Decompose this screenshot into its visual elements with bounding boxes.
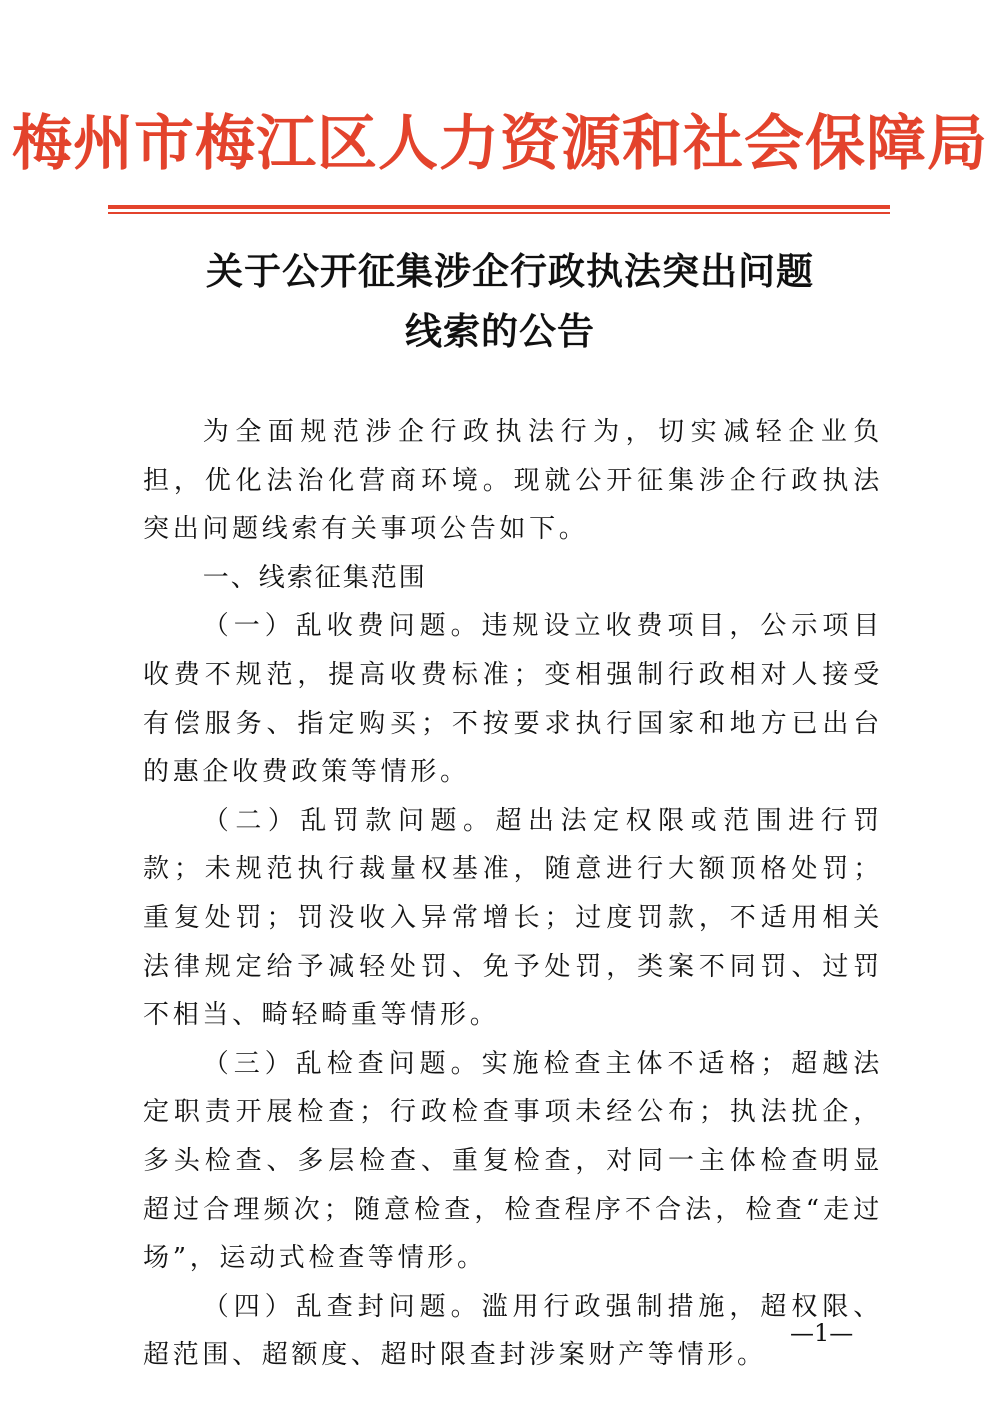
item-paragraph-3: （三）乱检查问题。实施检查主体不适格；超越法定职责开展检查；行政检查事项未经公布；执法扰企，多头检查、多层检查、重复检查，对同一主体检查明显超过合理频次；随意检查，检查程序不合法，检查“走过场”，运动式检查等情形。 bbox=[143, 1048, 883, 1274]
item-paragraph-1: （一）乱收费问题。违规设立收费项目，公示项目收费不规范，提高收费标准；变相强制行政相对人接受有偿服务、指定购买；不按要求执行国家和地方已出台的惠企收费政策等情形。 bbox=[143, 611, 883, 788]
document-title-line-1: 关于公开征集涉企行政执法突出问题 bbox=[206, 249, 814, 293]
section-heading: 一、线索征集范围 bbox=[202, 562, 427, 593]
red-divider-thick bbox=[108, 205, 890, 209]
document-body bbox=[143, 408, 883, 1380]
red-divider-thin bbox=[108, 212, 890, 214]
org-header-title: 梅州市梅江区人力资源和社会保障局 bbox=[12, 109, 988, 179]
item-paragraph-4: （四）乱查封问题。滥用行政强制措施，超权限、超范围、超额度、超时限查封涉案财产等情形。 bbox=[143, 1291, 883, 1371]
intro-paragraph: 为全面规范涉企行政执法行为，切实减轻企业负担，优化法治化营商环境。现就公开征集涉企行政执法突出问题线索有关事项公告如下。 bbox=[143, 417, 883, 545]
page-number: —1— bbox=[790, 1319, 854, 1347]
item-paragraph-2: （二）乱罚款问题。超出法定权限或范围进行罚款；未规范执行裁量权基准，随意进行大额顶格处罚；重复处罚；罚没收入异常增长；过度罚款，不适用相关法律规定给予减轻处罚、免予处罚，类案不同罚、过罚不相当、畸轻畸重等情形。 bbox=[143, 805, 883, 1031]
document-title-line-2: 线索的公告 bbox=[405, 309, 595, 353]
